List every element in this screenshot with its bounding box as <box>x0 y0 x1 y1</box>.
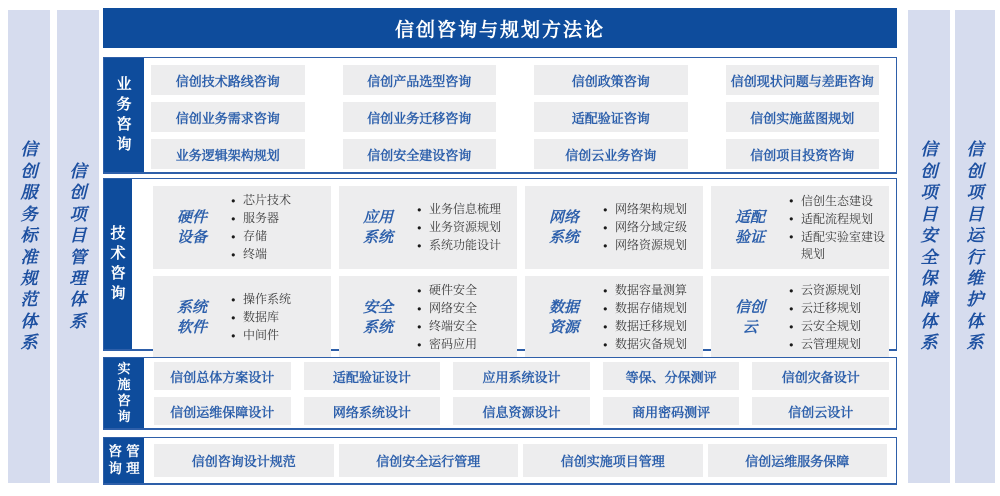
bullet-item: ● 适配实验室建设规划 <box>789 229 885 263</box>
bullet-item: ● 硬件安全 <box>417 282 513 299</box>
section-label-implementation <box>104 358 144 428</box>
section-label-business <box>104 58 144 172</box>
section-technical-consulting <box>103 178 897 351</box>
consulting-item: 适配验证咨询 <box>534 102 688 132</box>
block-title-text: 网络系统 <box>548 209 579 246</box>
block-bullet-list <box>789 281 885 354</box>
block-title <box>525 208 603 247</box>
section-content-implementation <box>144 358 896 428</box>
bullet-item: ● 系统功能设计 <box>417 237 513 254</box>
block-bullet-list <box>417 281 513 354</box>
bullet-item: ● 服务器 <box>231 210 327 227</box>
section-business-consulting <box>103 57 897 174</box>
consulting-item: 信创运维保障设计 <box>154 397 291 425</box>
bullet-item: ● 云管理规划 <box>789 336 885 353</box>
section-label-text: 咨询 <box>108 444 122 476</box>
section-label-management <box>104 438 144 483</box>
consulting-item: 应用系统设计 <box>453 362 590 390</box>
bullet-item: ● 云资源规划 <box>789 282 885 299</box>
section-content-business <box>144 58 896 172</box>
block-bullet-list <box>789 192 885 264</box>
side-bar-label: 信创项目管理体系 <box>69 161 87 331</box>
consulting-item: 信创总体方案设计 <box>154 362 291 390</box>
section-content-management <box>144 438 896 483</box>
bullet-item: ● 数据迁移规划 <box>603 318 699 335</box>
diagram-title-banner <box>103 8 897 48</box>
consulting-item: 等保、分保测评 <box>603 362 740 390</box>
consulting-item: 适配验证设计 <box>304 362 441 390</box>
side-bar-service-standards <box>8 10 50 483</box>
bullet-item: ● 云安全规划 <box>789 318 885 335</box>
bullet-item: ● 数据存储规划 <box>603 300 699 317</box>
consulting-item: 信创安全建设咨询 <box>343 139 497 169</box>
side-bar-security-assurance <box>908 10 950 483</box>
block-title <box>339 298 417 337</box>
section-consulting-management <box>103 437 897 485</box>
consulting-item: 信创技术路线咨询 <box>151 65 305 95</box>
block-title <box>153 298 231 337</box>
bullet-item: ● 数据灾备规划 <box>603 336 699 353</box>
block-bullet-list <box>231 191 327 264</box>
consulting-item: 信创咨询设计规范 <box>154 444 334 477</box>
bullet-item: ● 芯片技术 <box>231 192 327 209</box>
block-bullet-list <box>231 290 327 345</box>
tech-block-cloud <box>711 276 889 359</box>
consulting-item: 信创灾备设计 <box>752 362 889 390</box>
consulting-item: 信创项目投资咨询 <box>726 139 880 169</box>
section-label-columns <box>108 444 141 476</box>
bullet-item: ● 业务资源规划 <box>417 219 513 236</box>
side-bar-label: 信创项目安全保障体系 <box>920 140 938 353</box>
block-title-text: 适配验证 <box>734 209 765 246</box>
bullet-item: ● 终端安全 <box>417 318 513 335</box>
consulting-item: 信创云业务咨询 <box>534 139 688 169</box>
block-title <box>711 298 789 337</box>
bullet-item: ● 网络架构规划 <box>603 201 699 218</box>
consulting-item: 信息资源设计 <box>453 397 590 425</box>
diagram-title: 信创咨询与规划方法论 <box>394 19 605 41</box>
section-label-text: 管理 <box>126 444 140 476</box>
block-title <box>339 208 417 247</box>
bullet-item: ● 网络安全 <box>417 300 513 317</box>
consulting-item: 信创政策咨询 <box>534 65 688 95</box>
section-label-text: 技术咨询 <box>110 224 126 303</box>
bullet-item: ● 云迁移规划 <box>789 300 885 317</box>
block-title-text: 应用系统 <box>362 209 393 246</box>
consulting-item: 信创实施项目管理 <box>523 444 703 477</box>
section-content-technical <box>132 179 896 352</box>
consulting-item: 信创业务需求咨询 <box>151 102 305 132</box>
consulting-item: 信创运维服务保障 <box>708 444 888 477</box>
block-title-text: 安全系统 <box>362 299 393 336</box>
consulting-item: 信创实施蓝图规划 <box>726 102 880 132</box>
tech-block-network <box>525 186 703 269</box>
consulting-item: 信创现状问题与差距咨询 <box>726 65 880 95</box>
bullet-item: ● 信创生态建设 <box>789 193 885 210</box>
bullet-item: ● 网络分域定级 <box>603 219 699 236</box>
tech-block-security <box>339 276 517 359</box>
tech-block-system-software <box>153 276 331 359</box>
block-bullet-list <box>603 200 699 255</box>
consulting-item: 信创业务迁移咨询 <box>343 102 497 132</box>
block-title-text: 数据资源 <box>548 299 579 336</box>
consulting-item: 信创产品选型咨询 <box>343 65 497 95</box>
bullet-item: ● 数据库 <box>231 309 327 326</box>
tech-block-adaptation <box>711 186 889 269</box>
side-bar-label: 信创项目运行维护体系 <box>966 140 984 353</box>
section-implementation-consulting <box>103 357 897 430</box>
tech-block-data <box>525 276 703 359</box>
section-label-text: 业务咨询 <box>116 75 132 154</box>
bullet-item: ● 终端 <box>231 246 327 263</box>
block-bullet-list <box>603 281 699 354</box>
side-bar-label: 信创服务标准规范体系 <box>20 140 38 353</box>
bullet-item: ● 业务信息梳理 <box>417 201 513 218</box>
bullet-item: ● 数据容量测算 <box>603 282 699 299</box>
bullet-item: ● 操作系统 <box>231 291 327 308</box>
side-bar-project-management <box>57 10 99 483</box>
bullet-item: ● 网络资源规划 <box>603 237 699 254</box>
consulting-item: 信创云设计 <box>752 397 889 425</box>
side-bar-operation-maintenance <box>955 10 995 483</box>
block-bullet-list <box>417 200 513 255</box>
tech-block-application <box>339 186 517 269</box>
block-title <box>525 298 603 337</box>
consulting-item: 信创安全运行管理 <box>339 444 519 477</box>
bullet-item: ● 密码应用 <box>417 336 513 353</box>
bullet-item: ● 存储 <box>231 228 327 245</box>
block-title <box>711 208 789 247</box>
bullet-item: ● 适配流程规划 <box>789 211 885 228</box>
block-title-text: 硬件设备 <box>176 209 207 246</box>
consulting-item: 业务逻辑架构规划 <box>151 139 305 169</box>
block-title <box>153 208 231 247</box>
consulting-item: 网络系统设计 <box>304 397 441 425</box>
block-title-text: 系统软件 <box>176 299 207 336</box>
block-title-text: 信创云 <box>734 299 765 336</box>
section-label-technical <box>104 179 132 349</box>
bullet-item: ● 中间件 <box>231 327 327 344</box>
consulting-item: 商用密码测评 <box>603 397 740 425</box>
tech-block-hardware <box>153 186 331 269</box>
section-label-text: 实施咨询 <box>117 360 131 425</box>
